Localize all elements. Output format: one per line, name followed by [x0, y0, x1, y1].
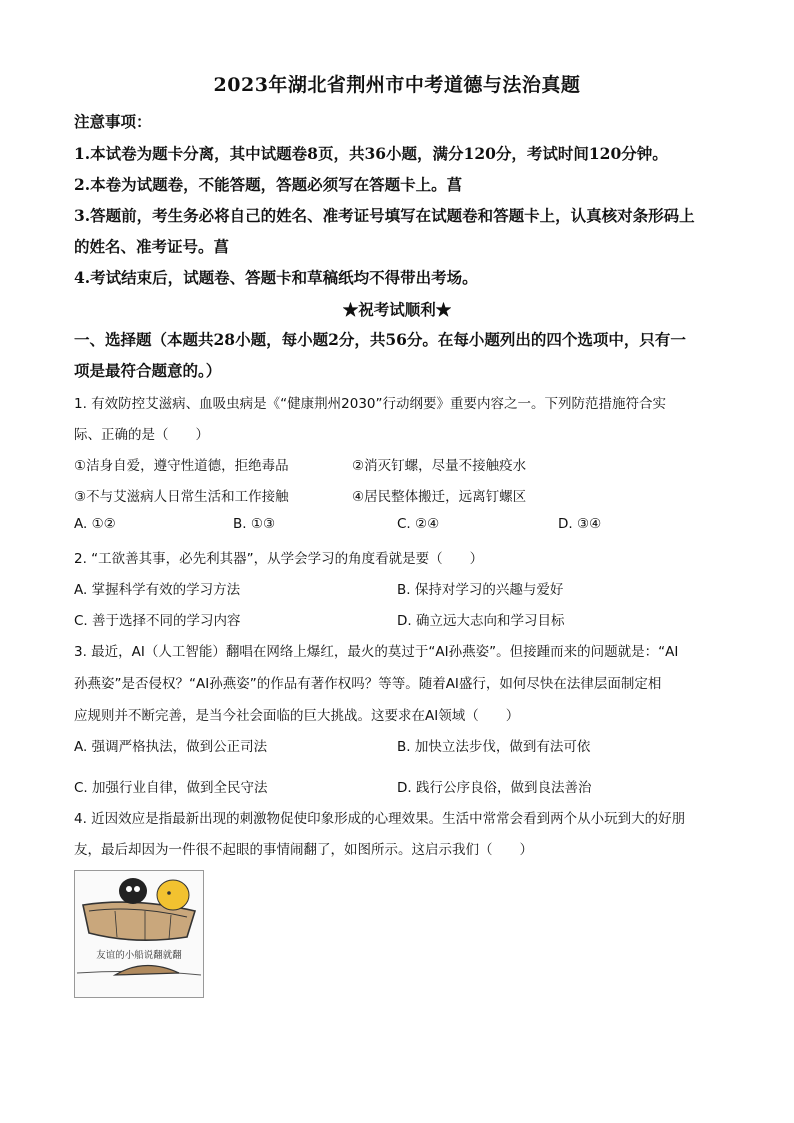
question-2-stem: 2. “工欲善其事，必先利其器”，从学会学习的角度看就是要（ ） [74, 551, 484, 567]
good-luck-banner: ★祝考试顺利★ [342, 300, 452, 319]
question-3-option-b[interactable]: B. 加快立法步伐，做到有法可依 [397, 739, 591, 755]
page-title: 2023年湖北省荆州市中考道德与法治真题 [213, 74, 581, 96]
question-3-option-a[interactable]: A. 强调严格执法，做到公正司法 [74, 739, 268, 755]
question-1-option-a[interactable]: A. ①② [74, 516, 116, 532]
question-3-option-c[interactable]: C. 加强行业自律，做到全民守法 [74, 780, 268, 796]
question-4-stem: 4. 近因效应是指最新出现的刺激物促使印象形成的心理效果。生活中常常会看到两个从小玩到大的好朋 [74, 811, 686, 827]
question-1-statement: ④居民整体搬迁，远离钉螺区 [352, 489, 527, 505]
notice-item: 的姓名、准考证号。菖 [74, 237, 230, 256]
question-1-option-d[interactable]: D. ③④ [558, 516, 602, 532]
notice-item: 3.答题前，考生务必将自己的姓名、准考证号填写在试题卷和答题卡上，认真核对条形码上 [74, 206, 695, 225]
notice-item: 1.本试卷为题卡分离，其中试题卷8页，共36小题，满分120分，考试时间120分钟。 [74, 144, 668, 163]
friendship-boat-cartoon [74, 870, 204, 998]
question-1-stem-cont: 际、正确的是（ ） [74, 427, 209, 443]
cartoon-caption: 友谊的小船说翻就翻 [96, 950, 182, 961]
notice-heading: 注意事项： [74, 112, 152, 131]
question-3-stem-cont: 孙燕姿”是否侵权？“AI孙燕姿”的作品有著作权吗？等等。随着AI盛行，如何尽快在法律层面制定相 [74, 676, 662, 692]
question-1-statement: ②消灭钉螺，尽量不接触疫水 [352, 458, 527, 474]
question-2-option-b[interactable]: B. 保持对学习的兴趣与爱好 [397, 582, 564, 598]
question-1-statement: ③不与艾滋病人日常生活和工作接触 [74, 489, 289, 505]
question-2-option-a[interactable]: A. 掌握科学有效的学习方法 [74, 582, 241, 598]
section-heading: 一、选择题（本题共28小题，每小题2分，共56分。在每小题列出的四个选项中，只有一 [74, 330, 686, 349]
question-1-statement: ①洁身自爱，遵守性道德，拒绝毒品 [74, 458, 289, 474]
question-1-option-b[interactable]: B. ①③ [233, 516, 276, 532]
question-2-option-d[interactable]: D. 确立远大志向和学习目标 [397, 613, 565, 629]
question-4-stem-cont: 友，最后却因为一件很不起眼的事情闹翻了，如图所示。这启示我们（ ） [74, 842, 533, 858]
cartoon-drawing [75, 871, 203, 997]
question-1-option-c[interactable]: C. ②④ [397, 516, 440, 532]
notice-item: 2.本卷为试题卷，不能答题，答题必须写在答题卡上。菖 [74, 175, 463, 194]
question-3-option-d[interactable]: D. 践行公序良俗，做到良法善治 [397, 780, 592, 796]
question-2-option-c[interactable]: C. 善于选择不同的学习内容 [74, 613, 241, 629]
question-3-stem-cont: 应规则并不断完善，是当今社会面临的巨大挑战。这要求在AI领域（ ） [74, 708, 520, 724]
question-3-stem: 3. 最近，AI（人工智能）翻唱在网络上爆红，最火的莫过于“AI孙燕姿”。但接踵而来的问题就是：“AI [74, 644, 679, 660]
question-1-stem: 1. 有效防控艾滋病、血吸虫病是《“健康荆州2030”行动纲要》重要内容之一。下列防范措施符合实 [74, 396, 667, 412]
notice-item: 4.考试结束后，试题卷、答题卡和草稿纸均不得带出考场。 [74, 268, 478, 287]
section-heading-cont: 项是最符合题意的。） [74, 361, 222, 380]
